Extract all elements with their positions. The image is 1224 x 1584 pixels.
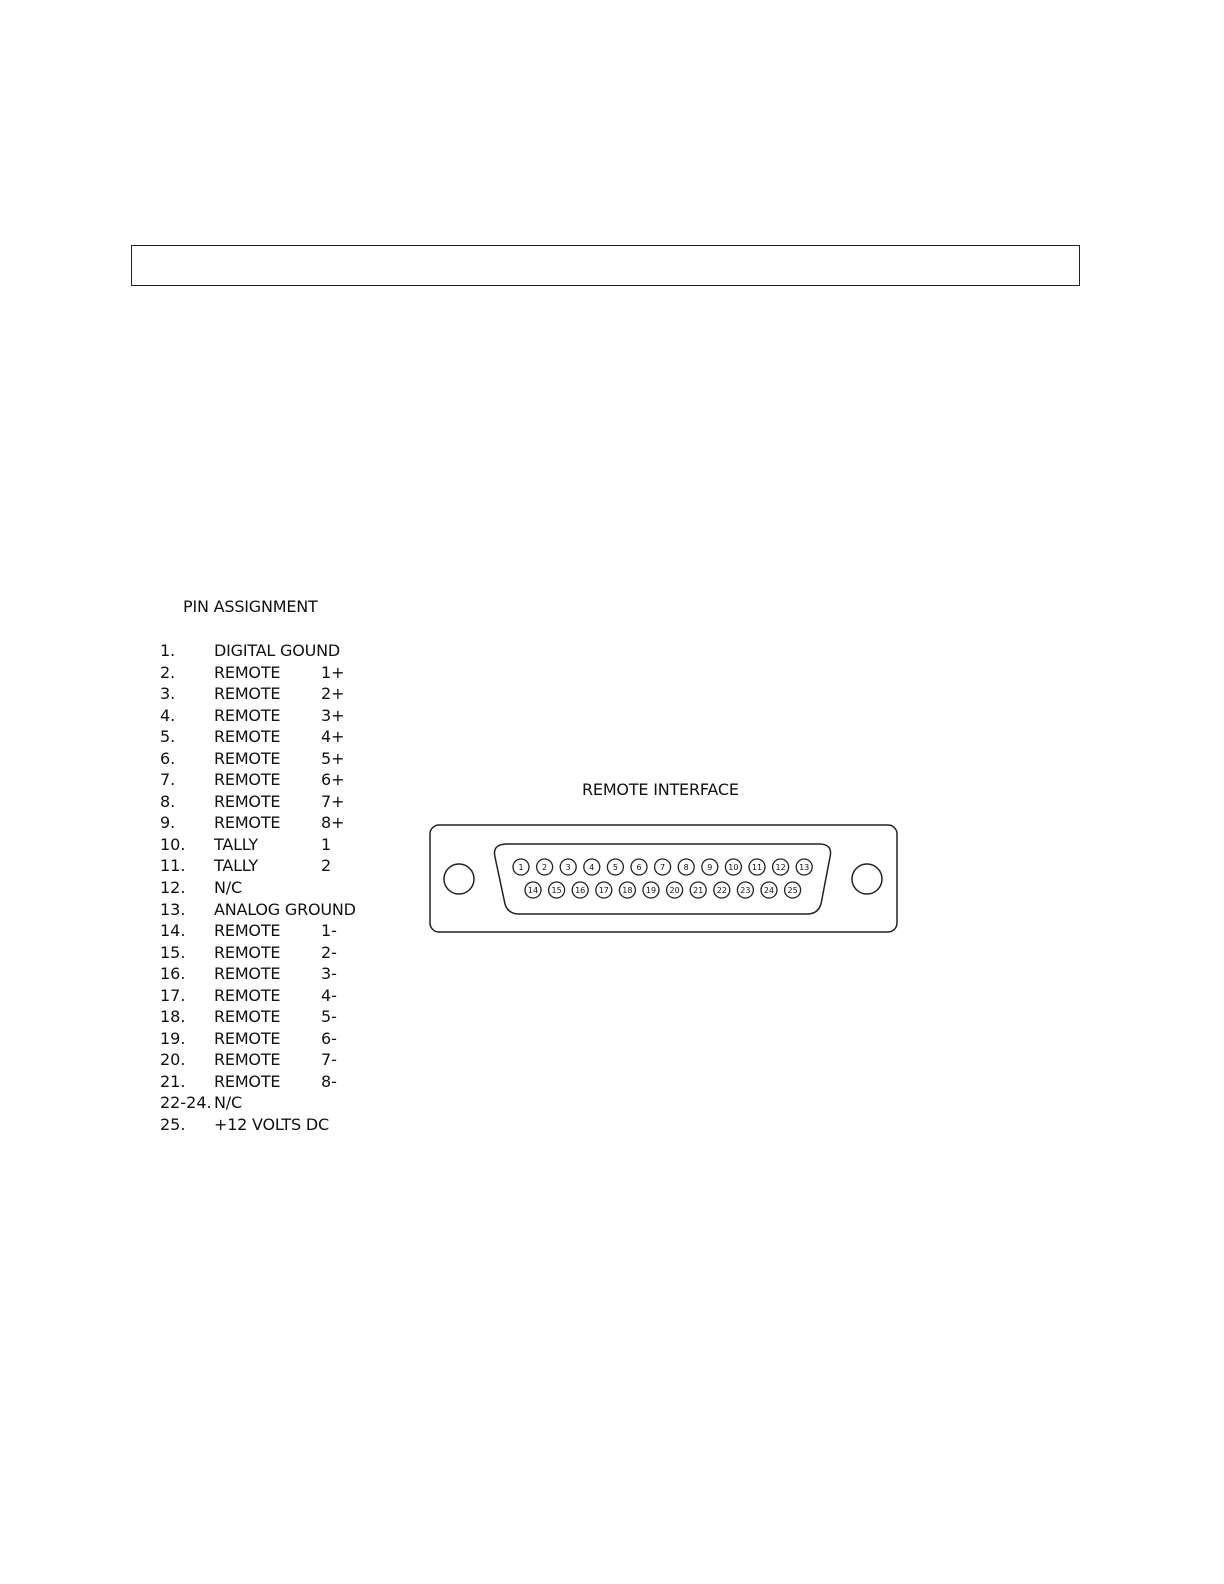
connector-pin-label: 17 (598, 886, 609, 895)
pin-row (160, 812, 380, 834)
pin-number: 15. (160, 942, 186, 962)
pin-channel: 4+ (321, 727, 345, 747)
connector-pin (537, 859, 553, 875)
pin-channel: 5- (321, 1007, 337, 1027)
pin-row (160, 834, 380, 856)
connector-pin (773, 859, 789, 875)
connector-pin (678, 859, 694, 875)
connector-pin (607, 859, 623, 875)
connector-pin (631, 859, 647, 875)
connector-pin-label: 21 (693, 886, 704, 895)
pin-function: REMOTE (214, 727, 281, 747)
pin-number: 18. (160, 1007, 186, 1027)
connector-pin-label: 6 (636, 863, 642, 872)
pin-channel: 7+ (321, 791, 345, 811)
connector-pin (737, 882, 753, 898)
connector-pin-label: 4 (589, 863, 595, 872)
pin-function: REMOTE (214, 705, 281, 725)
pin-row (160, 748, 380, 770)
pin-function: DIGITAL GOUND (214, 641, 341, 660)
connector-pin-label: 7 (660, 863, 666, 872)
pin-channel: 3+ (321, 705, 345, 725)
connector-pin (619, 882, 635, 898)
pin-channel: 1- (321, 921, 337, 941)
db25-connector-diagram (425, 820, 905, 940)
pin-function: REMOTE (214, 1050, 281, 1070)
pin-function: ANALOG GROUND (214, 899, 356, 919)
pin-number: 17. (160, 985, 186, 1005)
pin-channel: 6+ (321, 770, 345, 790)
connector-pin (584, 859, 600, 875)
pin-function: REMOTE (214, 1028, 281, 1048)
pin-function: N/C (214, 878, 242, 898)
connector-pin (655, 859, 671, 875)
pin-row (160, 855, 380, 877)
pin-function: N/C (214, 1093, 242, 1113)
connector-pin (667, 882, 683, 898)
connector-pin-label: 11 (751, 863, 763, 872)
pin-number: 21. (160, 1071, 186, 1091)
connector-pin-label: 8 (683, 863, 689, 872)
connector-pin (725, 859, 741, 875)
connector-pin-label: 23 (740, 886, 751, 895)
pin-channel: 3- (321, 964, 337, 984)
pin-row (160, 963, 380, 985)
pin-number: 10. (160, 834, 186, 854)
connector-pin (714, 882, 730, 898)
pin-row (160, 683, 380, 705)
pin-function: TALLY (214, 834, 258, 854)
connector-pin (796, 859, 812, 875)
pin-channel: 7- (321, 1050, 337, 1070)
connector-pin-label: 16 (575, 886, 586, 895)
connector-pin-label: 25 (787, 886, 798, 895)
header-box (131, 245, 1080, 286)
pin-row (160, 1049, 380, 1071)
pin-row (160, 877, 380, 899)
pin-number: 22-24. (160, 1093, 212, 1113)
pin-row (160, 920, 380, 942)
pin-function: REMOTE (214, 684, 281, 704)
pin-number: 19. (160, 1028, 186, 1048)
pin-row (160, 726, 380, 748)
pin-number: 1. (160, 641, 176, 660)
pin-row (160, 662, 380, 684)
pin-row (160, 1114, 380, 1136)
connector-pin (785, 882, 801, 898)
pin-row (160, 1092, 380, 1114)
pin-row (160, 985, 380, 1007)
pin-channel: 2+ (321, 684, 345, 704)
connector-pin-label: 15 (551, 886, 562, 895)
connector-pin-label: 22 (716, 886, 727, 895)
pin-function: REMOTE (214, 942, 281, 962)
mounting-hole-left (444, 864, 474, 894)
pin-number: 9. (160, 813, 176, 833)
connector-pin-label: 9 (707, 863, 713, 872)
pin-function: +12 VOLTS DC (214, 1115, 329, 1135)
pin-number: 12. (160, 878, 186, 898)
pin-channel: 1 (321, 834, 332, 854)
connector-pin-label: 24 (763, 886, 775, 895)
connector-pin (596, 882, 612, 898)
connector-pin-label: 13 (799, 863, 810, 872)
pin-channel: 1+ (321, 662, 345, 682)
pin-row (160, 769, 380, 791)
pin-number: 6. (160, 748, 176, 768)
connector-pin-label: 5 (612, 863, 618, 872)
connector-pin-label: 2 (542, 863, 548, 872)
pin-row (160, 942, 380, 964)
pin-row (160, 1028, 380, 1050)
connector-pin-label: 3 (565, 863, 571, 872)
top-row-pins (513, 859, 812, 875)
pin-function: REMOTE (214, 662, 281, 682)
bottom-row-pins (525, 882, 801, 898)
connector-pin-label: 20 (669, 886, 680, 895)
pin-channel: 2 (321, 856, 332, 876)
pin-row (160, 705, 380, 727)
connector-pin (690, 882, 706, 898)
pin-function: REMOTE (214, 813, 281, 833)
pin-number: 20. (160, 1050, 186, 1070)
pin-channel: 8+ (321, 813, 345, 833)
pin-function: REMOTE (214, 748, 281, 768)
pin-number: 7. (160, 770, 176, 790)
connector-pin (560, 859, 576, 875)
pin-channel: 2- (321, 942, 337, 962)
connector-pin-label: 18 (622, 886, 633, 895)
pin-row (160, 640, 380, 662)
pin-number: 25. (160, 1115, 186, 1135)
connector-pin-label: 10 (728, 863, 739, 872)
pin-number: 2. (160, 662, 176, 682)
pin-function: REMOTE (214, 985, 281, 1005)
connector-pin (513, 859, 529, 875)
pin-number: 14. (160, 921, 186, 941)
pin-row (160, 1006, 380, 1028)
pin-assignment-list (160, 640, 380, 1136)
connector-pin-label: 19 (645, 886, 657, 895)
pin-row (160, 899, 380, 921)
connector-pin (572, 882, 588, 898)
pin-number: 8. (160, 791, 176, 811)
pin-number: 13. (160, 899, 186, 919)
pin-number: 16. (160, 964, 186, 984)
pin-number: 11. (160, 856, 186, 876)
connector-pin (549, 882, 565, 898)
pin-channel: 5+ (321, 748, 345, 768)
connector-pin (761, 882, 777, 898)
pin-function: REMOTE (214, 1071, 281, 1091)
pin-number: 3. (160, 684, 176, 704)
pin-function: REMOTE (214, 921, 281, 941)
pin-function: REMOTE (214, 1007, 281, 1027)
connector-pin (525, 882, 541, 898)
connector-pin-label: 14 (527, 886, 539, 895)
pin-channel: 6- (321, 1028, 337, 1048)
pin-channel: 4- (321, 985, 337, 1005)
pin-function: REMOTE (214, 964, 281, 984)
pin-function: TALLY (214, 856, 258, 876)
pin-number: 4. (160, 705, 176, 725)
remote-interface-title: REMOTE INTERFACE (582, 780, 739, 799)
pin-number: 5. (160, 727, 176, 747)
connector-pin (643, 882, 659, 898)
connector-d-shell (495, 844, 831, 914)
pin-assignment-title: PIN ASSIGNMENT (183, 597, 318, 616)
mounting-hole-right (852, 864, 882, 894)
connector-pin-label: 12 (775, 863, 786, 872)
pin-function: REMOTE (214, 770, 281, 790)
connector-pin (749, 859, 765, 875)
pin-channel: 8- (321, 1071, 337, 1091)
connector-pin (702, 859, 718, 875)
pin-function: REMOTE (214, 791, 281, 811)
connector-pin-label: 1 (518, 863, 524, 872)
pin-row (160, 1071, 380, 1093)
pin-row (160, 791, 380, 813)
